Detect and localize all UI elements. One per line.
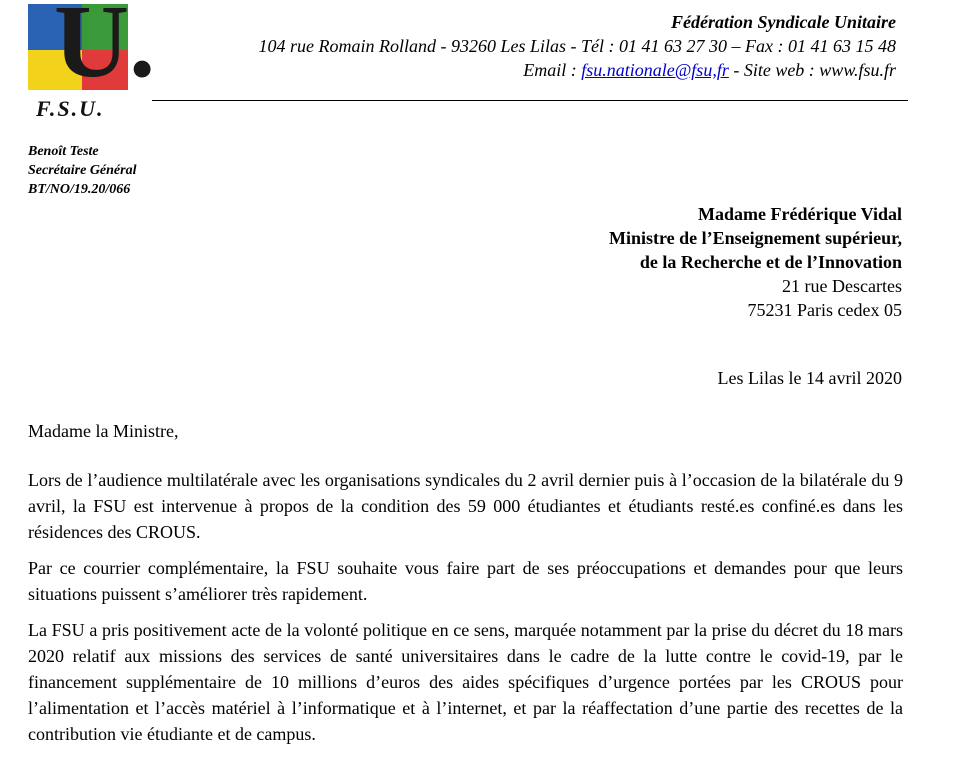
logo-letter: U. xyxy=(54,0,156,99)
org-name: Fédération Syndicale Unitaire xyxy=(671,12,896,32)
paragraph: Par ce courrier complémentaire, la FSU souhaite vous faire part de ses préoccupations et demandes pour que leurs situations puissent s’améliorer très rapidement. xyxy=(28,558,903,604)
recipient-title-1: Ministre de l’Enseignement supérieur, xyxy=(609,228,902,248)
sender-name: Benoît Teste xyxy=(28,144,99,159)
address-line: 104 rue Romain Rolland - 93260 Les Lilas - Tél : 01 41 63 27 30 – Fax : 01 41 63 15 48 xyxy=(258,36,896,56)
email-label: Email : xyxy=(523,60,582,80)
sender-title: Secrétaire Général xyxy=(28,163,137,178)
paragraph: Lors de l’audience multilatérale avec les organisations syndicales du 2 avril dernier puis à l’occasion de la bilatérale du 9 avril, la FSU est intervenue à propos de la condition des 59 000 étudiantes et étudiants resté.es confiné.es dans les résidences des CROUS. xyxy=(28,470,903,542)
contact-line xyxy=(259,58,896,82)
logo-text: F.S.U. xyxy=(36,96,105,121)
letter-body xyxy=(28,467,903,757)
sender-block xyxy=(28,142,136,199)
website-text: - Site web : www.fsu.fr xyxy=(728,60,896,80)
header-rule xyxy=(152,100,908,101)
recipient-title-2: de la Recherche et de l’Innovation xyxy=(639,252,902,272)
recipient-city: 75231 Paris cedex 05 xyxy=(747,300,902,320)
email-link[interactable]: fsu.nationale@fsu,fr xyxy=(581,60,729,80)
letterhead xyxy=(259,10,896,82)
date-line: Les Lilas le 14 avril 2020 xyxy=(717,368,902,388)
recipient-block xyxy=(609,202,902,322)
recipient-street: 21 rue Descartes xyxy=(782,276,902,296)
recipient-name: Madame Frédérique Vidal xyxy=(698,204,902,224)
salutation: Madame la Ministre, xyxy=(28,421,179,441)
reference-number: BT/NO/19.20/066 xyxy=(28,182,131,197)
fsu-logo xyxy=(28,0,156,121)
paragraph: La FSU a pris positivement acte de la volonté politique en ce sens, marquée notamment par la prise du décret du 18 mars 2020 relatif aux missions des services de santé universitaires dans le cadre de la lutte contre le covid-19, par le financement supplémentaire de 10 millions d’euros des aides spécifiques d’urgence portées par les CROUS pour l’alimentation et l’accès matériel à l’informatique et à l’internet, et par la réaffectation d’une partie des recettes de la contribution vie étudiante et de campus. xyxy=(28,620,903,744)
